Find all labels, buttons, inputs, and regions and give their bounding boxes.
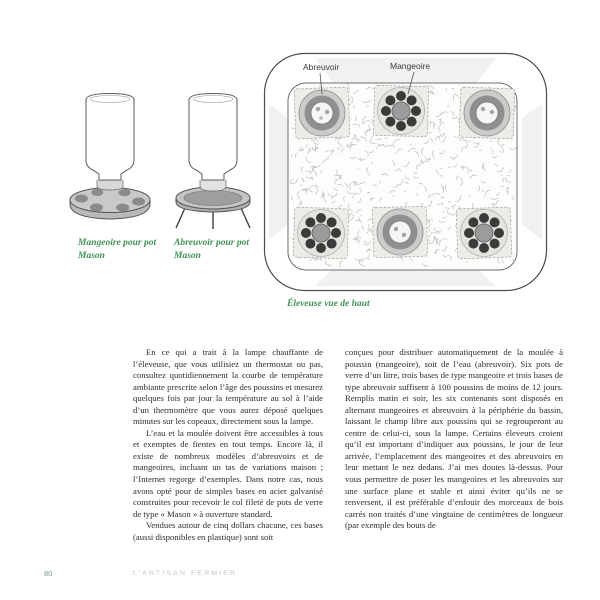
stand-leg <box>241 208 250 228</box>
waterer-glyph <box>377 209 423 255</box>
feeder-glyph <box>461 210 508 257</box>
feeder-glyph <box>378 88 425 135</box>
brooder-caption: Éleveuse vue de haut <box>287 299 370 309</box>
brooder-top-view-diagram <box>263 52 548 292</box>
text-column-right <box>345 347 563 543</box>
stand-leg <box>176 208 185 228</box>
feeder-caption: Mangeoire pour pot Mason <box>78 238 157 262</box>
waterer-caption: Abreuvoir pour pot Mason <box>174 238 249 262</box>
mason-jar-waterer-illustration <box>176 94 250 230</box>
paragraph: Vendues autour de cinq dollars chacune, ces bases (aussi disponibles en plastique) sont soit <box>133 520 323 542</box>
paragraph: conçues pour distribuer automatiquement de la moulée à poussin (mangeoire), soit de l’eau (abreuvoir). Six pots de verre d’un litre, trois bases de type mangeoire et trois bases de type abreuvoir suffisent à 100 poussins de moins de 12 jours. Remplis matin et soir, les six contenants sont disposés en alternant mangeoires et abreuvoirs à la périphérie du bassin, laissant le champ libre aux poussins qui se regrouperont au centre de celui-ci, sous la lampe. Certains éleveurs croient qu’il est important d’indiquer aux poussins, le jour de leur arrivée, l’emplacement des mangeoires et des abreuvoirs en leur mettant le nez dedans. J’ai mes doutes là-dessus. Pour vous permettre de poser les mangeoires et les abreuvoirs sur une surface plane et stable et ainsi éviter qu’ils ne se renversent, il est préférable d’enfouir des morceaux de bois carrés non traités d’une vingtaine de centimètres de longueur (par exemple des bouts de <box>345 347 563 531</box>
mason-jar-illustrations <box>60 88 265 238</box>
feeder-glyph <box>298 210 345 257</box>
paragraph: En ce qui a trait à la lampe chauffante de l’éleveuse, que vous utilisiez un thermostat ou pas, consultez quotidiennement la courbe de température ambiante prescrite selon l’âge des poussins et mesurez quelques fois par jour la température au sol à l’aide d’un thermomètre que vous aurez déposé quelques minutes sur les copeaux, directement sous la lampe. <box>133 347 323 427</box>
waterer-glyph <box>464 90 510 136</box>
body-text <box>133 347 563 543</box>
label-mangeoire: Mangeoire <box>390 61 431 71</box>
page-number: 80 <box>44 569 53 578</box>
text-column-left <box>133 347 323 543</box>
label-abreuvoir: Abreuvoir <box>303 62 340 72</box>
mason-jar-feeder-illustration <box>70 94 150 220</box>
paragraph: L’eau et la moulée doivent être accessibles à tous et exemptes de fientes en tout temps. Encore là, il existe de nombreux modèles d’abreuvoirs et de mangeoires, incluant un tas de variations maison ; l’Internet regorge d’exemples. Dans notre cas, nous avons opté pour de simples bases en acier galvanisé construites pour recevoir le col fileté de pots de verre de type « Mason » à ouverture standard. <box>133 427 323 519</box>
running-footer: L’ARTISAN FERMIER <box>133 570 238 577</box>
waterer-glyph <box>299 90 345 136</box>
